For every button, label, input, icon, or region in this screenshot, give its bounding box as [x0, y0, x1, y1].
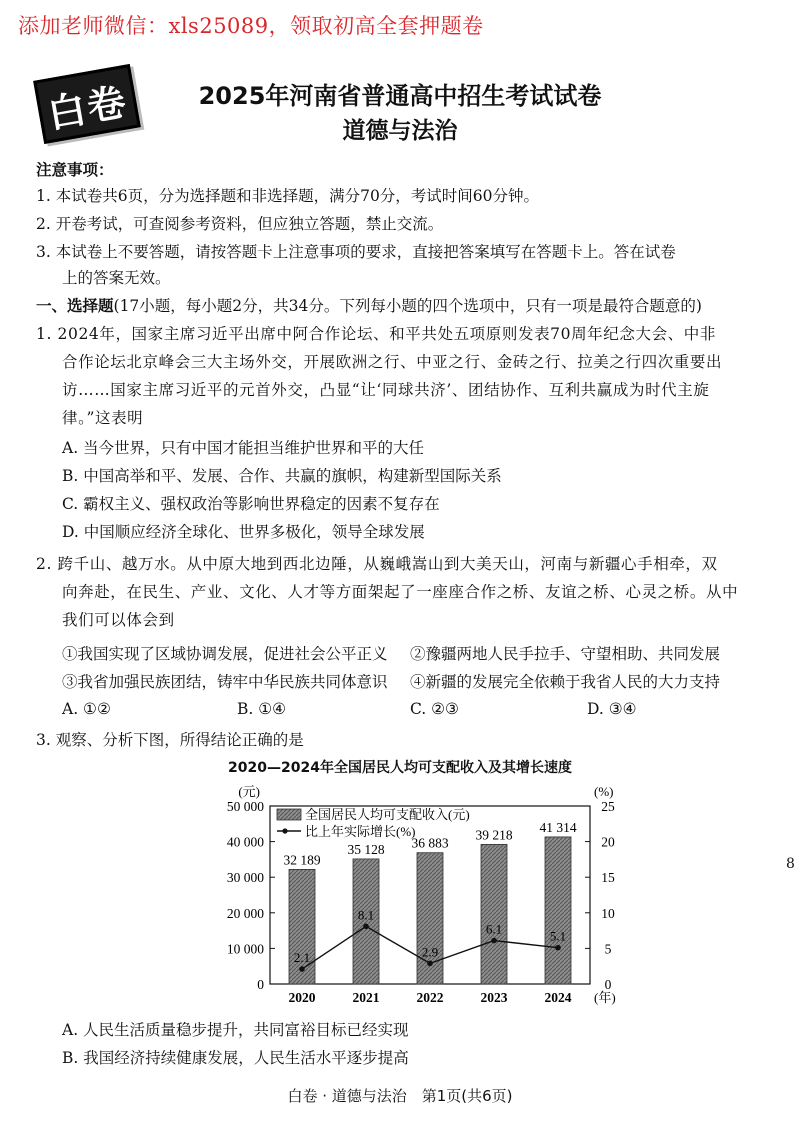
right-tick-label: 5	[604, 941, 612, 957]
growth-value-label: 2.1	[293, 950, 311, 966]
legend-bar-label: 全国居民人均可支配收入(元)	[305, 807, 470, 822]
bar-value-label: 32 189	[283, 852, 321, 868]
right-tick-label: 0	[604, 977, 612, 992]
paper-badge: 白卷	[33, 64, 141, 144]
left-axis-unit: (元)	[238, 784, 260, 799]
growth-value-label: 8.1	[357, 907, 375, 923]
growth-point	[363, 924, 369, 930]
x-tick-label: 2022	[416, 990, 444, 1005]
left-tick-label: 30 000	[226, 870, 264, 886]
q1-stem-line-3: 访……国家主席习近平的元首外交，凸显“让‘同球共济’、团结协作、互利共赢成为时代主旋	[62, 381, 710, 399]
x-tick-label: 2021	[352, 990, 380, 1005]
notice-item-3-cont: 上的答案无效。	[62, 269, 171, 287]
q2-choice-c: C. ②③	[410, 700, 459, 718]
q2-choice-a: A. ①②	[62, 700, 111, 718]
q1-option-d: D. 中国顺应经济全球化、世界多极化，领导全球发展	[62, 523, 425, 541]
left-tick-label: 10 000	[226, 941, 264, 957]
left-tick-label: 50 000	[226, 799, 264, 814]
chart-legend	[277, 807, 470, 839]
section-desc: (17小题，每小题2分，共34分。下列每小题的四个选项中，只有一项是最符合题意的)	[113, 297, 702, 315]
right-tick-label: 10	[601, 905, 615, 921]
notice-heading: 注意事项：	[36, 161, 114, 179]
q2-choice-b: B. ①④	[237, 700, 287, 718]
right-axis-unit: (%)	[594, 784, 614, 799]
q2-stem-line-2: 向奔赴，在民生、产业、文化、人才等方面架起了一座座合作之桥、友谊之桥、心灵之桥。从中	[62, 583, 739, 601]
bar-value-label: 35 128	[347, 841, 385, 857]
q1-option-b: B. 中国高举和平、发展、合作、共赢的旗帜，构建新型国际关系	[62, 467, 502, 485]
x-axis-unit: (年)	[594, 990, 616, 1005]
legend-line-label: 比上年实际增长(%)	[305, 824, 416, 839]
legend-bar-swatch	[277, 809, 301, 820]
legend-line-marker	[282, 828, 287, 833]
bar	[481, 844, 507, 984]
growth-value-label: 5.1	[549, 928, 567, 944]
q2-choice-d: D. ③④	[587, 700, 637, 718]
bar	[545, 837, 571, 984]
x-tick-label: 2024	[544, 990, 572, 1005]
q1-stem-line-2: 合作论坛北京峰会三大主场外交，开展欧洲之行、中亚之行、金砖之行、拉美之行四次重要出	[62, 353, 723, 371]
growth-point	[555, 945, 561, 951]
right-tick-label: 25	[601, 799, 615, 814]
x-tick-label: 2020	[288, 990, 316, 1005]
notice-item-3: 3. 本试卷上不要答题，请按答题卡上注意事项的要求，直接把答案填写在答题卡上。答在试卷	[36, 243, 676, 261]
q2-statement-4: ④新疆的发展完全依赖于我省人民的大力支持	[410, 673, 721, 691]
section-label: 一、选择题	[36, 297, 114, 315]
chart-title: 2020—2024年全国居民人均可支配收入及其增长速度	[228, 760, 572, 776]
q1-stem-line-4: 律。”这表明	[62, 409, 144, 427]
right-tick-label: 15	[601, 870, 615, 886]
bar-value-label: 36 883	[411, 835, 449, 851]
left-tick-label: 0	[257, 977, 264, 992]
notice-item-2: 2. 开卷考试，可查阅参考资料，但应独立答题，禁止交流。	[36, 215, 444, 233]
q2-statement-3: ③我省加强民族团结，铸牢中华民族共同体意识	[62, 673, 388, 691]
bar-value-label: 39 218	[475, 827, 513, 843]
exam-title: 2025年河南省普通高中招生考试试卷	[198, 82, 602, 110]
q1-stem-line-1: 1. 2024年，国家主席习近平出席中阿合作论坛、和平共处五项原则发表70周年纪念大会、中非	[36, 325, 716, 343]
x-tick-label: 2023	[480, 990, 508, 1005]
section-header	[36, 296, 776, 316]
q2-statement-2: ②豫疆两地人民手拉手、守望相助、共同发展	[410, 645, 721, 663]
growth-value-label: 2.9	[421, 944, 439, 960]
watermark-text: 添加老师微信：xls25089，领取初高全套押题卷	[18, 14, 484, 38]
q1-option-c: C. 霸权主义、强权政治等影响世界稳定的因素不复存在	[62, 495, 440, 513]
growth-point	[299, 966, 305, 972]
notice-item-1: 1. 本试卷共6页，分为选择题和非选择题，满分70分，考试时间60分钟。	[36, 187, 540, 205]
growth-point	[427, 961, 433, 967]
left-tick-label: 40 000	[226, 834, 264, 850]
q1-option-a: A. 当今世界，只有中国才能担当维护世界和平的大任	[62, 439, 425, 457]
bar-value-label: 41 314	[539, 819, 577, 835]
stray-mark: 8	[786, 856, 795, 872]
page-footer: 白卷 · 道德与法治 第1页(共6页)	[287, 1087, 513, 1105]
q2-stem-line-3: 我们可以体会到	[62, 611, 175, 629]
q3-option-a: A. 人民生活质量稳步提升，共同富裕目标已经实现	[62, 1021, 409, 1039]
q3-option-b: B. 我国经济持续健康发展，人民生活水平逐步提高	[62, 1049, 409, 1067]
subject-title: 道德与法治	[342, 118, 458, 144]
q2-stem-line-1: 2. 跨千山、越万水。从中原大地到西北边陲，从巍峨嵩山到大美天山，河南与新疆心手相牵，双	[36, 555, 718, 573]
q2-statement-1: ①我国实现了区域协调发展，促进社会公平正义	[62, 645, 388, 663]
q3-stem: 3. 观察、分析下图，所得结论正确的是	[36, 731, 304, 749]
left-tick-label: 20 000	[226, 905, 264, 921]
growth-point	[491, 938, 497, 944]
growth-value-label: 6.1	[485, 921, 503, 937]
right-tick-label: 20	[601, 834, 615, 850]
income-chart	[180, 776, 630, 1008]
